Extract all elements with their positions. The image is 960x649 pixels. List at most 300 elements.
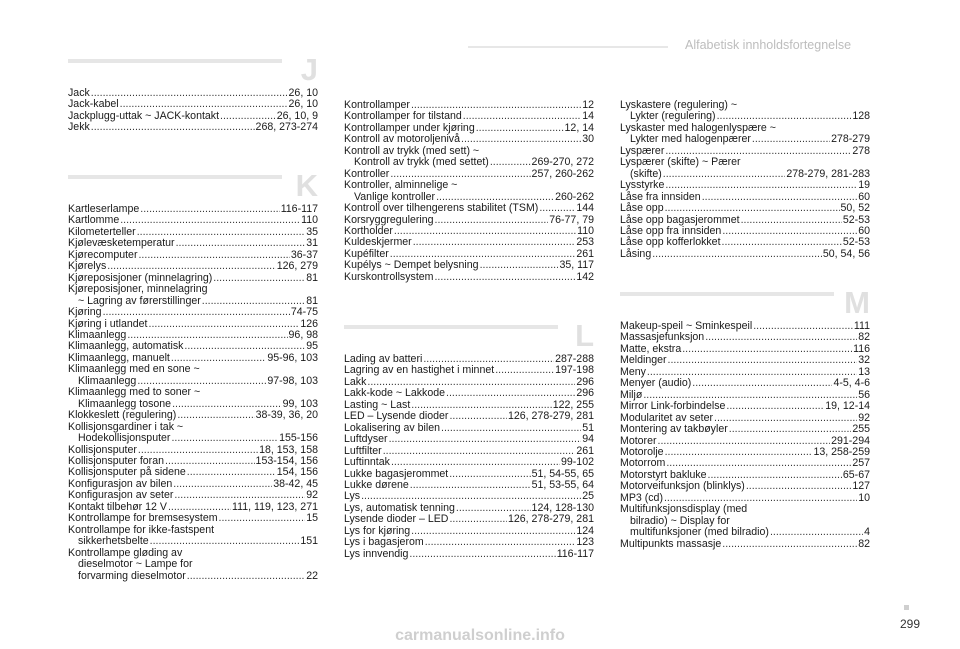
index-entry-term: Kontroll av motoroljenivå [344,133,460,146]
index-entry-pages: 60 [858,190,870,203]
index-entry [620,504,870,515]
index-entry-pages: 50, 52 [840,202,870,215]
index-entry-term: LED – Lysende dioder [344,410,449,423]
dot-leader [495,365,554,376]
index-entry-term: Lys, automatisk tenning [344,501,455,514]
dot-leader [383,446,576,457]
dot-leader [138,250,289,261]
index-entry-pages: 99-102 [561,456,594,469]
dot-leader [722,226,857,237]
index-entry [344,480,594,491]
index-entry [620,180,870,191]
index-entry-term: Matte, ekstra [620,342,682,355]
index-entry-pages: 81 [306,294,318,307]
index-entry-term: Klimaanlegg med en sone ~ [68,363,200,376]
section-header [620,285,870,321]
index-entry-term: Kjørecomputer [68,248,138,261]
index-entry-term: Kontrollamper under kjøring [344,121,475,134]
index-entry-list [344,354,594,560]
section-divider [68,175,282,179]
index-entry-term: Kollisjonsgardiner i tak ~ [68,420,184,433]
index-entry-pages: 291-294 [831,434,870,447]
index-section-k [68,168,318,582]
index-entry-pages: 278-279, 281-283 [786,167,870,180]
index-entry-term: Jackplugg-uttak ~ JACK-kontakt [68,109,220,122]
index-entry-term: Lakk-kode ~ Lakkode [344,387,446,400]
index-entry [620,157,870,168]
index-entry-pages: 142 [576,270,594,283]
index-entry-pages: 110 [577,224,594,237]
index-entry-term: Lysende dioder – LED [344,513,449,526]
index-entry-term: Multifunksjonsdisplay (med [620,503,748,516]
index-entry-term: Låse opp bagasjerommet [620,213,740,226]
dot-leader [219,513,306,524]
index-entry-pages: 52-53 [842,236,870,249]
dot-leader [394,226,576,237]
index-entry-pages: 35, 117 [559,259,594,272]
index-entry-term: Kontrollampe gløding av [68,546,183,559]
index-entry [344,434,594,445]
index-entry-pages: 60 [858,224,870,237]
dot-leader [103,307,290,318]
index-entry-pages: 51, 53-55, 64 [531,478,594,491]
index-entry-list [620,321,870,550]
index-entry-term: Kortholder [344,224,393,237]
index-entry-term: Låse opp [620,202,664,215]
index-entry-pages: 296 [576,387,594,400]
dot-leader [461,134,581,145]
index-entry-term: Låse opp kofferlokket [620,236,721,249]
index-entry-term: Motorer [620,434,657,447]
section-letter: K [295,168,318,203]
index-entry [344,157,594,168]
section-divider [344,325,558,329]
index-entry-list [344,100,594,283]
index-entry-term: Vanlige kontroller [354,190,436,203]
index-entry-list [68,88,318,134]
index-entry-pages: 126, 279 [276,260,318,273]
index-entry [620,203,870,214]
index-entry-pages: 35 [306,225,318,238]
dot-leader [746,481,851,492]
index-entry-term: Lading av batteri [344,353,423,365]
index-entry-pages: 153-154, 156 [255,454,318,467]
index-entry-pages: 50, 54, 56 [822,247,870,260]
section-letter: J [300,52,318,87]
index-entry-pages: 4 [864,526,870,539]
index-entry-pages: 94 [582,433,594,446]
dot-leader [150,536,300,547]
index-entry [620,527,870,538]
index-entry-pages: 18, 153, 158 [259,443,318,456]
index-entry-term: Multipunkts massasje [620,537,722,550]
section-divider [68,59,282,63]
index-entry-term: Hodekollisjonsputer [78,432,171,445]
index-entry-term: Kontrollamper for tilstand [344,110,462,123]
index-entry-pages: 269-270, 272 [531,156,594,169]
index-entry-term: Luftfilter [344,444,382,457]
index-entry-term: Klimaanlegg tosone [78,397,172,410]
index-entry-pages: 10 [858,491,870,504]
index-entry-pages: 123 [576,536,594,549]
index-entry-pages: 74-75 [290,306,318,319]
index-entry-pages: 116 [853,342,870,355]
index-entry [68,307,318,318]
index-entry-pages: 26, 10, 9 [276,109,318,122]
index-entry-pages: 128 [852,110,870,123]
index-entry-pages: 95 [306,340,318,353]
dot-leader [665,447,813,458]
dot-leader [435,215,549,226]
index-entry-pages: 255 [852,423,870,436]
dot-leader [449,514,507,525]
dot-leader [752,134,830,145]
index-entry-pages: 261 [576,444,594,457]
index-entry-pages: 65-67 [842,468,870,481]
index-entry-term: Lyspærer (skifte) ~ Pærer [620,156,741,169]
index-entry-term: Lukke dørene [344,478,409,491]
index-entry-term: Jekk [68,121,90,134]
index-entry-term: Kuldeskjermer [344,236,412,249]
index-entry-pages: 124, 128-130 [531,501,594,514]
index-entry-term: Lys i bagasjerom [344,536,424,549]
index-entry-term: Klokkeslett (regulering) [68,409,177,422]
dot-leader [722,539,857,550]
dot-leader [213,273,305,284]
index-entry-pages: 30 [582,133,594,146]
index-entry-pages: 81 [306,271,318,284]
index-entry-term: ~ Lagring av førerstillinger [78,294,201,307]
index-entry-pages: 111 [853,320,870,332]
index-entry-pages: 126 [300,317,318,330]
index-entry-term: Kontakt tilbehør 12 V [68,500,167,513]
index-entry-term: Kartlomme [68,214,120,227]
index-entry-term: MP3 (cd) [620,491,663,504]
index-entry-pages: 116-117 [280,203,318,215]
dot-leader [171,433,278,444]
index-entry-pages: 38-39, 36, 20 [255,409,318,422]
index-entry-pages: 260-262 [555,190,594,203]
index-entry-term: Kontrollampe for bremsesystem [68,512,218,525]
index-entry-term: Konfigurasjon av seter [68,489,174,502]
index-entry-term: Kontrollampe for ikke-fastspent [68,523,215,536]
dot-leader [449,469,530,480]
index-entry-pages: 82 [858,331,870,344]
index-entry-term: Kjøring i utlandet [68,317,148,330]
index-entry-pages: 261 [576,247,594,260]
index-entry [68,536,318,547]
index-entry-term: Lokalisering av bilen [344,421,440,434]
index-section-m [620,285,870,550]
dot-leader [176,238,306,249]
index-entry-term: Kontroll av trykk (med settet) [354,156,489,169]
index-entry-term: Klimaanlegg med to soner ~ [68,386,201,399]
dot-leader [770,527,863,538]
index-entry-term: dieselmotor ~ Lampe for [78,558,193,571]
index-entry-pages: 126, 278-279, 281 [507,410,594,423]
dot-leader [490,157,531,168]
index-entry [344,549,594,560]
index-entry [344,411,594,422]
index-entry-pages: 26, 10 [288,98,318,111]
dot-leader [389,434,582,445]
index-entry [68,559,318,570]
index-entry-pages: 31 [306,237,318,250]
dot-leader [658,436,831,447]
index-section-j [68,52,318,134]
page-marker [904,605,909,610]
index-entry-term: Motorrom [620,457,666,470]
index-entry-term: Lys for kjøring [344,524,411,537]
index-entry-term: Lys innvendig [344,547,409,560]
index-entry-pages: 197-198 [555,364,594,377]
index-entry-pages: 111, 119, 123, 271 [231,500,318,513]
index-entry-pages: 26, 10 [288,87,318,99]
index-entry-term: Lukke bagasjerommet [344,467,449,480]
index-entry-pages: 96, 98 [288,328,318,341]
index-entry [344,365,594,376]
index-entry-term: Lagring av en hastighet i minnet [344,364,495,377]
dot-leader [187,571,305,582]
dot-leader [702,192,858,203]
index-entry-pages: 257 [852,457,870,470]
index-entry-term: Kjøreposisjoner, minnelagring [68,283,208,296]
index-entry-pages: 22 [306,569,318,582]
index-entry-term: Kollisjonsputer [68,443,137,456]
index-entry-term: Meny [620,365,646,378]
index-entry-term: Kontrollamper [344,99,410,111]
index-entry-pages: 14 [582,110,594,123]
section-header [344,318,594,354]
index-entry-pages: 127 [852,480,870,493]
dot-leader [463,111,581,122]
dot-leader [413,237,576,248]
dot-leader [652,249,822,260]
dot-leader [441,423,581,434]
section-divider [620,292,834,296]
index-entry-pages: 287-288 [555,353,594,365]
dot-leader [665,203,840,214]
index-entry-list [620,100,870,260]
index-entry-pages: 19 [858,179,870,192]
section-header [68,52,318,88]
index-entry-pages: 97-98, 103 [267,374,318,387]
index-section-cont [620,100,870,260]
index-entry-term: Klimaanlegg [78,374,137,387]
index-entry-pages: 36-37 [290,248,318,261]
index-entry-term: multifunksjoner (med bilradio) [630,526,769,539]
dot-leader [726,401,824,412]
index-entry-pages: 32 [858,354,870,367]
index-entry-term: sikkerhetsbelte [78,535,149,548]
index-entry-pages: 19, 12-14 [825,400,870,413]
index-entry [620,401,870,412]
dot-leader [741,215,842,226]
index-entry-pages: 154, 156 [276,466,318,479]
index-entry-term: Kontroll over tilhengerens stabilitet (TSM) [344,202,539,215]
index-entry-term: Lykter (regulering) [630,110,716,123]
index-entry-pages: 92 [306,489,318,502]
dot-leader [682,344,852,355]
index-entry-pages: 257, 260-262 [531,167,594,180]
index-entry-term: (skifte) [630,167,662,180]
section-header [68,168,318,204]
dot-leader [173,479,272,490]
index-entry-term: Jack [68,87,90,99]
dot-leader [140,204,279,215]
index-entry-term: Luftdyser [344,433,388,446]
dot-leader [729,424,852,435]
index-entry-term: Motorveifunksjon (blinklys) [620,480,745,493]
index-entry-term: Kilometerteller [68,225,136,238]
dot-leader [665,180,857,191]
page-header-title: Alfabetisk innholdsfortegnelse [685,38,852,52]
index-entry-term: Luftinntak [344,456,390,469]
index-entry-term: Lykter med halogenpærer [630,133,751,146]
index-entry-pages: 4-5, 4-6 [833,377,870,390]
index-entry-term: Menyer (audio) [620,377,692,390]
index-entry-term: Kjørelys [68,260,107,273]
section-letter: L [575,318,594,353]
dot-leader [539,203,575,214]
dot-leader [91,122,255,133]
dot-leader [91,88,288,99]
dot-leader [120,215,300,226]
index-entry-term: Klimaanlegg [68,328,127,341]
index-entry [68,513,318,524]
index-entry-term: Kontroll av trykk (med sett) ~ [344,144,480,157]
index-entry-term: forvarming dieselmotor [78,569,186,582]
index-entry-term: Lyskastere (regulering) ~ [620,99,738,111]
index-entry-pages: 13 [858,365,870,378]
index-entry-pages: 51, 54-55, 65 [531,467,594,480]
index-entry-term: Klimaanlegg, automatisk [68,340,184,353]
index-entry [68,122,318,133]
index-entry [344,457,594,468]
index-entry-term: Kollisjonsputer på sidene [68,466,186,479]
index-entry-pages: 38-42, 45 [273,477,318,490]
index-entry [68,410,318,421]
index-entry-pages: 76-77, 79 [549,213,594,226]
index-entry-term: Lys [344,490,361,503]
index-entry-term: Kontroller, alminnelige ~ [344,179,458,192]
index-entry-term: Konfigurasjon av bilen [68,477,173,490]
index-entry-pages: 92 [858,411,870,424]
index-entry-term: Motorolje [620,445,664,458]
index-entry-pages: 110 [301,214,318,227]
dot-leader [411,526,575,537]
index-entry [68,284,318,295]
index-entry [620,539,870,550]
index-entry [620,355,870,366]
index-entry-term: Låse opp fra innsiden [620,224,722,237]
dot-leader [692,378,832,389]
index-entry-pages: 122, 255 [552,398,594,411]
index-entry-term: Meldinger [620,354,667,367]
index-entry-term: Låsing [620,247,652,260]
index-entry-term: Korsryggregulering [344,213,434,226]
index-entry [620,378,870,389]
index-entry-term: bilradio) ~ Display for [630,514,730,527]
index-entry-pages: 116-117 [556,547,594,560]
dot-leader [714,413,857,424]
index-entry-pages: 296 [576,375,594,388]
index-entry [620,424,870,435]
index-entry-term: Jack-kabel [68,98,119,111]
index-entry-pages: 82 [858,537,870,550]
index-entry-term: Kupéfilter [344,247,389,260]
index-entry-term: Lasting ~ Last [344,398,411,411]
index-entry-pages: 278-279 [831,133,870,146]
dot-leader [177,410,254,421]
dot-leader [410,480,531,491]
index-entry-term: Kartleserlampe [68,203,140,215]
index-entry [68,571,318,582]
index-entry-pages: 253 [576,236,594,249]
watermark: carmanualsonline.info [395,627,565,644]
header-divider [468,46,668,48]
index-section-cont [344,100,594,283]
index-section-l [344,318,594,560]
dot-leader [409,549,555,560]
index-entry-term: Lakk [344,375,367,388]
index-entry [344,203,594,214]
dot-leader [476,123,564,134]
dot-leader [434,272,575,283]
index-entry-list [68,204,318,582]
index-entry [68,387,318,398]
index-entry-term: Montering av takbøyler [620,423,728,436]
dot-leader [187,467,276,478]
index-entry-pages: 144 [576,202,594,215]
index-entry-pages: 268, 273-274 [255,121,318,134]
dot-leader [480,260,559,271]
index-entry-pages: 13, 258-259 [813,445,870,458]
index-entry-pages: 52-53 [842,213,870,226]
index-entry-term: Klimaanlegg, manuelt [68,351,170,364]
index-entry-term: Makeup-speil ~ Sminkespeil [620,320,753,332]
index-entry [68,433,318,444]
index-entry-pages: 126, 278-279, 281 [507,513,594,526]
dot-leader [705,332,857,343]
index-entry-pages: 12 [582,99,594,111]
index-entry-term: Kupélys ~ Dempet belysning [344,259,479,272]
index-entry-pages: 25 [582,490,594,503]
index-entry-term: Kjøring [68,306,102,319]
index-entry-term: Kollisjonsputer foran [68,454,164,467]
index-entry-pages: 99, 103 [282,397,318,410]
index-entry-term: Mirror Link-forbindelse [620,400,726,413]
index-entry-term: Lyskaster med halogenlyspære ~ [620,121,776,134]
index-entry-term: Miljø [620,388,643,401]
index-entry-pages: 278 [852,144,870,157]
index-entry-term: Modularitet av seter [620,411,714,424]
dot-leader [449,411,507,422]
index-entry [344,180,594,191]
index-entry-term: Massasjefunksjon [620,331,705,344]
dot-leader [753,321,853,332]
dot-leader [391,457,560,468]
index-entry-term: Låse fra innsiden [620,190,701,203]
index-entry-pages: 155-156 [279,432,318,445]
index-entry [68,296,318,307]
page-number: 299 [900,617,921,631]
index-entry-pages: 15 [306,512,318,525]
index-entry-pages: 151 [300,535,318,548]
index-entry-term: Kjøreposisjoner (minnelagring) [68,271,213,284]
index-entry-pages: 56 [858,388,870,401]
index-entry [620,249,870,260]
